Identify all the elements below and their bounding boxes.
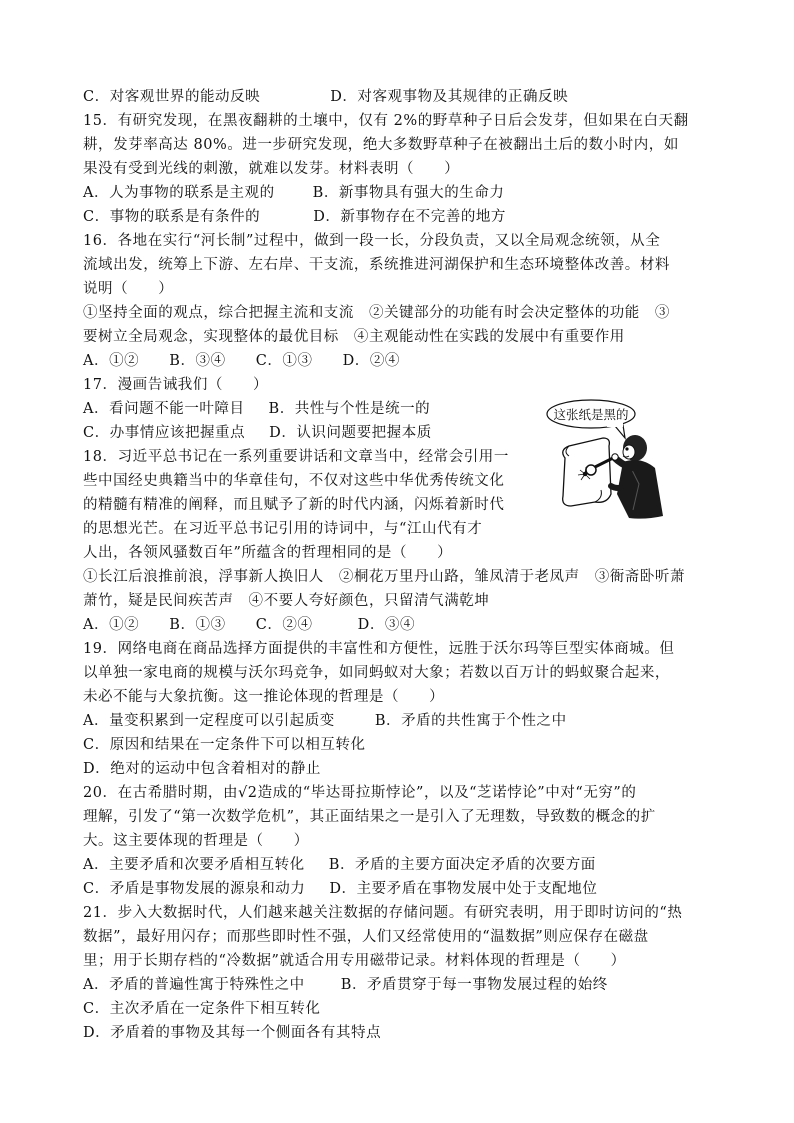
q16-text-line-2: 流域出发，统筹上下游、左右岸、干支流，系统推进河湖保护和生态环境整体改善。材料 (83, 257, 670, 273)
q14-option-c: C．对客观世界的能动反映 (83, 89, 261, 105)
q20-option-b: B．矛盾的主要方面决定矛盾的次要方面 (328, 857, 596, 873)
q20-options-cd (83, 877, 597, 901)
q18-text-line-4: 的思想光芒。在习近平总书记引用的诗词中，与“江山代有才 (83, 521, 483, 537)
q15-option-c: C．事物的联系是有条件的 (83, 209, 261, 225)
q21-option-c: C．主次矛盾在一定条件下相互转化 (83, 1001, 321, 1017)
q20-text-line-2: 理解，引发了“第一次数学危机”，其正面结果之一是引入了无理数，导致数的概念的扩 (83, 809, 656, 825)
q17-text: 17．漫画告诫我们（ ） (83, 377, 269, 393)
q17-option-c: C．办事情应该把握重点 (83, 425, 246, 441)
speech-bubble-text: 这张纸是黑的 (553, 407, 629, 422)
q19-option-b: B．矛盾的共性寓于个性之中 (374, 713, 567, 729)
q14-option-d: D．对客观事物及其规律的正确反映 (330, 89, 569, 105)
q19-text-line-1: 19．网络电商在商品选择方面提供的丰富性和方便性，远胜于沃尔玛等巨型实体商城。但 (83, 641, 675, 657)
q21-text-line-3: 里；用于长期存档的“冷数据”就适合用专用磁带记录。材料体现的哲理是（ ） (83, 953, 626, 969)
q17-option-d: D．认识问题要把握本质 (269, 425, 432, 441)
q21-option-a: A．矛盾的普遍性寓于特殊性之中 (83, 977, 305, 993)
q21-option-b: B．矛盾贯穿于每一事物发展过程的始终 (340, 977, 608, 993)
q18-statement-line-2: 萧竹，疑是民间疾苦声 ④不要人夸好颜色，只留清气满乾坤 (83, 593, 490, 609)
q21-option-d: D．矛盾着的事物及其每一个侧面各有其特点 (83, 1025, 382, 1041)
q20-options-ab (83, 853, 596, 877)
q18-statement-line-1: ①长江后浪推前浪，浮事新人换旧人 ②桐花万里丹山路，雏凤清于老凤声 ③衙斋卧听萧 (83, 569, 685, 585)
q21-text-line-2: 数据”，最好用闪存；而那些即时性不强，人们又经常使用的“温数据”则应保存在磁盘 (83, 929, 649, 945)
q19-option-d: D．绝对的运动中包含着相对的静止 (83, 761, 321, 777)
q21-options-ab (83, 973, 608, 997)
q15-option-b: B．新事物具有强大的生命力 (312, 185, 505, 201)
q17-option-b: B．共性与个性是统一的 (268, 401, 431, 417)
cartoon-illustration (545, 398, 673, 522)
q15-option-a: A．人为事物的联系是主观的 (83, 185, 275, 201)
q20-text-line-3: 大。这主要体现的哲理是（ ） (83, 833, 309, 849)
q17-option-a: A．看问题不能一叶障目 (83, 401, 245, 417)
q18-text-line-1: 18．习近平总书记在一系列重要讲话和文章当中，经常会引用一 (83, 449, 509, 465)
q14-options-cd (83, 85, 568, 109)
q15-options-cd (83, 205, 506, 229)
q20-option-a: A．主要矛盾和次要矛盾相互转化 (83, 857, 305, 873)
q19-option-a: A．量变积累到一定程度可以引起质变 (83, 713, 335, 729)
q15-option-d: D．新事物存在不完善的地方 (313, 209, 506, 225)
q20-option-d: D．主要矛盾在事物发展中处于支配地位 (329, 881, 598, 897)
q15-options-ab (83, 181, 504, 205)
q15-text-line-1: 15．有研究发现，在黑夜翻耕的土壤中，仅有 2%的野草种子日后会发芽，但如果在白天翻 (83, 113, 689, 129)
q15-text-line-3: 果没有受到光线的刺激，就难以发芽。材料表明（ ） (83, 161, 460, 177)
q16-statement-line-1: ①坚持全面的观点，综合把握主流和支流 ②关键部分的功能有时会决定整体的功能 ③ (83, 305, 670, 321)
q21-text-line-1: 21．步入大数据时代，人们越来越关注数据的存储问题。有研究表明，用于即时访问的“热 (83, 905, 683, 921)
q16-text-line-1: 16．各地在实行“河长制”过程中，做到一段一长，分段负责，又以全局观念统领，从全 (83, 233, 661, 249)
q19-text-line-3: 未必不能与大象抗衡。这一推论体现的哲理是（ ） (83, 689, 445, 705)
man-figure (611, 435, 663, 519)
q20-option-c: C．矛盾是事物发展的源泉和动力 (83, 881, 306, 897)
q18-options: A．①② B．①③ C．②④ D．③④ (83, 617, 415, 633)
q16-statement-line-2: 要树立全局观念，实现整体的最优目标 ④主观能动性在实践的发展中有重要作用 (83, 329, 625, 345)
q16-options: A．①② B．③④ C．①③ D．②④ (83, 353, 400, 369)
q18-text-line-3: 的精髓有精准的阐释，而且赋予了新的时代内涵，闪烁着新时代 (83, 497, 505, 513)
q17-options-cd (83, 421, 432, 445)
q20-text-line-1: 20．在古希腊时期，由√2造成的“毕达哥拉斯悖论”，以及“芝诺悖论”中对“无穷”的 (83, 785, 637, 801)
q17-options-ab (83, 397, 430, 421)
q19-options-ab (83, 709, 567, 733)
q18-text-line-5: 人出，各领风骚数百年”所蕴含的哲理相同的是（ ） (83, 545, 453, 561)
q15-text-line-2: 耕，发芽率高达 80%。进一步研究发现，绝大多数野草种子在被翻出土后的数小时内，如 (83, 137, 679, 153)
q19-option-c: C．原因和结果在一定条件下可以相互转化 (83, 737, 366, 753)
q19-text-line-2: 以单独一家电商的规模与沃尔玛竞争，如同蚂蚁对大象；若数以百万计的蚂蚁聚合起来， (83, 665, 670, 681)
q18-text-line-2: 些中国经史典籍当中的华章佳句，不仅对这些中华优秀传统文化 (83, 473, 505, 489)
q16-text-line-3: 说明（ ） (83, 281, 174, 297)
